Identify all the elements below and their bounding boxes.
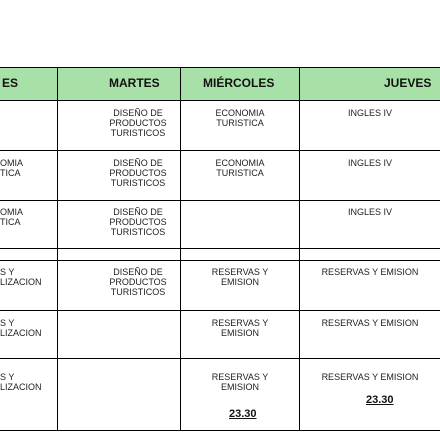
cell-line: EMISION (220, 328, 259, 338)
cell-martes-row4 (96, 267, 180, 297)
cell-jueves-row4 (300, 267, 440, 277)
grid-line-top (0, 67, 440, 68)
cell-col1-row3 (0, 207, 23, 227)
cell-line: RESERVAS Y EMISION (321, 318, 419, 328)
cell-col1-row5 (0, 318, 42, 338)
cell-martes-row3 (96, 207, 180, 237)
grid-line-header-bottom (0, 100, 440, 101)
cell-line: DISEÑO DE (113, 267, 163, 277)
cell-line: RESERVAS Y (211, 267, 269, 277)
cell-line: DISEÑO DE (113, 207, 163, 217)
time-jueves: 23.30 (366, 394, 394, 406)
cell-line: ECONOMIA (215, 158, 265, 168)
cell-line: TURISTICA (216, 118, 264, 128)
header-col-partial: ES (2, 76, 19, 90)
cell-line: RESERVAS Y (211, 372, 269, 382)
grid-col-line-1 (57, 67, 58, 430)
header-miercoles: MIÉRCOLES (203, 76, 275, 90)
cell-line: ECONOMIA (215, 108, 265, 118)
cell-line: S Y (0, 267, 15, 277)
cell-line: LIZACION (0, 277, 42, 287)
cell-line: INGLES IV (347, 158, 392, 168)
cell-line: TURISTICOS (110, 128, 166, 138)
grid-line-row3 (0, 248, 440, 249)
cell-line: DISEÑO DE (113, 108, 163, 118)
cell-jueves-row2 (300, 158, 440, 168)
cell-line: S Y (0, 318, 15, 328)
cell-line: PRODUCTOS (109, 118, 167, 128)
cell-line: PRODUCTOS (109, 277, 167, 287)
cell-line: PRODUCTOS (109, 217, 167, 227)
cell-miercoles-row5 (181, 318, 299, 338)
cell-line: EMISION (220, 382, 259, 392)
grid-line-row4 (0, 310, 440, 311)
cell-line: TICA (0, 217, 21, 227)
header-martes: MARTES (109, 76, 160, 90)
cell-line: LIZACION (0, 382, 42, 392)
cell-line: OMIA (0, 158, 24, 168)
cell-line: DISEÑO DE (113, 158, 163, 168)
cell-jueves-row3 (300, 207, 440, 217)
header-jueves: JUEVES (384, 76, 432, 90)
cell-line: PRODUCTOS (109, 168, 167, 178)
cell-col1-row2 (0, 158, 23, 178)
cell-line: RESERVAS Y EMISION (321, 267, 419, 277)
cell-line: TURISTICOS (110, 227, 166, 237)
cell-line: TURISTICA (216, 168, 264, 178)
grid-line-row1 (0, 150, 440, 151)
cell-martes-row1 (96, 108, 180, 138)
cell-line: INGLES IV (347, 207, 392, 217)
cell-line: LIZACION (0, 328, 42, 338)
cell-col1-row4 (0, 267, 42, 287)
cell-line: EMISION (220, 277, 259, 287)
cell-line: TURISTICOS (110, 287, 166, 297)
cell-line: RESERVAS Y (211, 318, 269, 328)
grid-line-row5 (0, 358, 440, 359)
cell-martes-row2 (96, 158, 180, 188)
cell-line: TICA (0, 168, 21, 178)
cell-miercoles-row1 (181, 108, 299, 128)
cell-jueves-row6 (300, 372, 440, 382)
grid-line-row2 (0, 200, 440, 201)
cell-line: OMIA (0, 207, 24, 217)
cell-line: INGLES IV (347, 108, 392, 118)
cell-line: TURISTICOS (110, 178, 166, 188)
grid-line-spacer (0, 260, 440, 261)
cell-miercoles-row2 (181, 158, 299, 178)
cell-jueves-row1 (300, 108, 440, 118)
grid-line-bottom (0, 430, 440, 431)
cell-jueves-row5 (300, 318, 440, 328)
cell-miercoles-row4 (181, 267, 299, 287)
cell-col1-row6 (0, 372, 42, 392)
cell-line: S Y (0, 372, 15, 382)
time-miercoles: 23.30 (229, 408, 257, 420)
cell-miercoles-row6 (181, 372, 299, 392)
cell-line: RESERVAS Y EMISION (321, 372, 419, 382)
